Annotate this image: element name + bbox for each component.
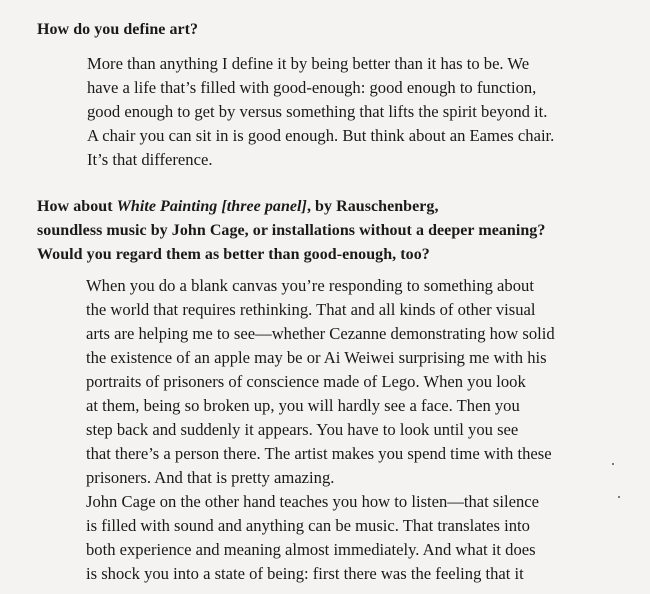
answer-2-line: is shock you into a state of being: first there was the feeling that it [86,564,524,583]
answer-2-line: at them, being so broken up, you will hardly see a face. Then you [86,396,520,415]
question-1 [37,18,198,42]
answer-1-line: It’s that difference. [87,150,213,169]
question-1-text: How do you define art? [37,21,199,38]
answer-1-line: have a life that’s filled with good-enough: good enough to function, [87,78,537,97]
question-2 [37,195,545,267]
answer-2-line: prisoners. And that is pretty amazing. [86,468,335,487]
question-2-text: How about [37,198,117,215]
answer-2-line: John Cage on the other hand teaches you how to listen—that silence [86,492,539,511]
answer-2 [86,274,555,586]
answer-1-line: A chair you can sit in is good enough. But think about an Eames chair. [87,126,555,145]
answer-2-line: is filled with sound and anything can be music. That translates into [86,516,530,535]
answer-1-line: More than anything I define it by being better than it has to be. We [87,54,530,73]
print-speck [618,496,620,498]
answer-1-line: good enough to get by versus something that lifts the spirit beyond it. [87,102,548,121]
answer-1 [87,52,554,172]
question-2-line-3: Would you regard them as better than good-enough, too? [37,246,430,263]
answer-2-line: the world that requires rethinking. That and all kinds of other visual [86,300,536,319]
question-2-text: , by Rauschenberg, [306,198,439,215]
answer-2-line: arts are helping me to see—whether Cezanne demonstrating how solid [86,324,555,343]
answer-2-line: When you do a blank canvas you’re responding to something about [86,276,534,295]
question-2-line-2: soundless music by John Cage, or installations without a deeper meaning? [37,222,546,239]
answer-2-line: step back and suddenly it appears. You have to look until you see [86,420,519,439]
answer-2-line: portraits of prisoners of conscience made of Lego. When you look [86,372,526,391]
print-speck [612,463,614,465]
question-2-line-1 [37,195,545,219]
answer-2-line: the existence of an apple may be or Ai Weiwei surprising me with his [86,348,547,367]
answer-2-line: that there’s a person there. The artist makes you spend time with these [86,444,552,463]
artwork-title: White Painting [three panel] [116,198,307,215]
answer-2-line: both experience and meaning almost immediately. And what it does [86,540,536,559]
